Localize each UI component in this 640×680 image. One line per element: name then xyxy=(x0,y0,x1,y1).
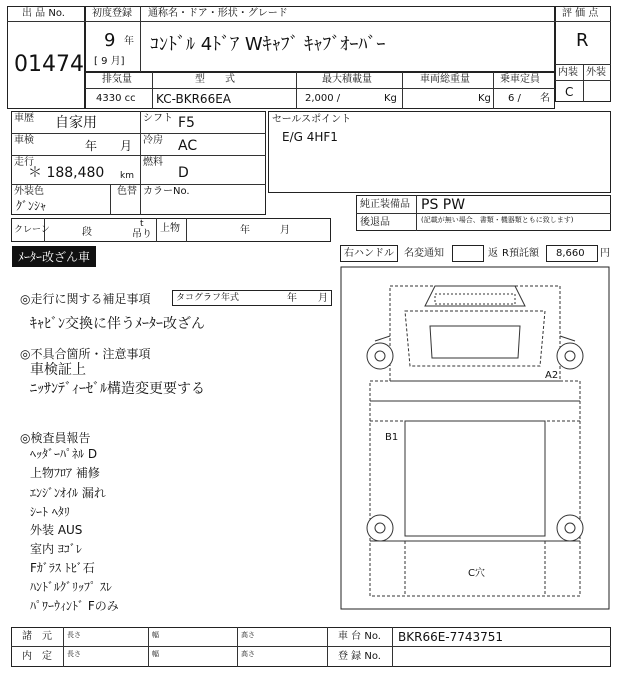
registration-label: 登 録 No. xyxy=(338,651,381,662)
chassis-number: BKR66E-7743751 xyxy=(398,630,504,644)
inspector-item: ﾍｯﾀﾞｰﾊﾟﾈﾙ D xyxy=(30,447,98,461)
footer-table xyxy=(11,627,611,667)
defect-title: ◎不具合箇所・注意事項 xyxy=(20,347,151,361)
mileage-label: 走行 xyxy=(14,157,34,168)
damage-mark-b1: B1 xyxy=(385,432,399,443)
length-label-2: 長さ xyxy=(67,650,81,658)
crane-t: t xyxy=(140,219,144,229)
std-equipment-label: 純正装備品 xyxy=(360,199,410,210)
model-code: KC-BKR66EA xyxy=(156,92,231,106)
loading-year: 年 xyxy=(240,225,250,236)
drive-title: ◎走行に関する補足事項 xyxy=(20,292,151,306)
after-note: (記載が無い場合、書類・機器類ともに致します) xyxy=(421,216,574,224)
sales-point-label: セールスポイント xyxy=(272,114,352,125)
tacho-label: タコグラフ年式 xyxy=(176,293,240,303)
fuel-value: D xyxy=(178,165,189,181)
color-change-label: 色替 xyxy=(117,186,137,197)
std-equipment-value: PS PW xyxy=(421,197,466,213)
capacity-label: 乗車定員 xyxy=(500,74,540,85)
shift-value: F5 xyxy=(178,115,195,131)
sales-point-value: E/G 4HF1 xyxy=(282,130,338,144)
shift-label: シフト xyxy=(143,113,173,124)
lot-number: 01474 xyxy=(14,52,84,77)
capacity-unit: 名 xyxy=(540,93,550,104)
truck-damage-diagram xyxy=(340,266,610,610)
inspector-item: Fｶﾞﾗｽ ﾄﾋﾞ石 xyxy=(30,561,95,575)
max-load-value: 2,000 / xyxy=(305,93,341,104)
height-label-2: 高さ xyxy=(241,650,255,658)
yen-label: 円 xyxy=(600,248,610,259)
max-load-label: 最大積載量 xyxy=(322,74,372,85)
first-reg-month: [ 9 月] xyxy=(94,56,125,67)
name-change-box xyxy=(452,245,484,262)
height-label: 高さ xyxy=(241,631,255,639)
crane-tsuri: 吊り xyxy=(132,229,152,240)
loading-month: 月 xyxy=(280,225,290,236)
score-value: R xyxy=(576,30,589,51)
width-label: 幅 xyxy=(152,631,159,639)
naitei-label: 内 定 xyxy=(22,651,52,662)
displacement-label: 排気量 xyxy=(102,74,132,85)
defect-1: 車検証上 xyxy=(30,362,86,378)
inspector-item: 室内 ﾖｺﾞﾚ xyxy=(30,542,82,556)
model-header-label: 通称名・ドア・形状・グレード xyxy=(148,8,288,19)
crane-label: クレーン xyxy=(14,225,50,235)
inspector-item: 上物ﾌﾛｱ 補修 xyxy=(30,466,100,480)
mileage-value: ＊ 188,480 xyxy=(28,165,105,181)
interior-score: C xyxy=(565,85,574,99)
ac-label: 冷房 xyxy=(143,135,163,146)
capacity-value: 6 / xyxy=(508,93,521,104)
inspector-item: ﾊﾟﾜｰｳｨﾝﾄﾞ Fのみ xyxy=(30,599,119,613)
after-label: 後退品 xyxy=(360,217,390,228)
inspector-title: ◎検査員報告 xyxy=(20,431,91,445)
max-load-unit: Kg xyxy=(384,93,397,104)
gross-weight-label: 車両総重量 xyxy=(420,74,470,85)
defect-2: ﾆｯｻﾝﾃﾞｨｰｾﾞﾙ構造変更要する xyxy=(30,381,205,397)
first-reg-label: 初度登録 xyxy=(92,8,132,19)
name-change-label: 名変通知 xyxy=(404,248,444,259)
displacement-value: 4330 cc xyxy=(96,93,136,104)
refund-label: 返 xyxy=(488,248,498,259)
gross-weight-unit: Kg xyxy=(478,93,491,104)
width-label-2: 幅 xyxy=(152,650,159,658)
recycle-value: 8,660 xyxy=(556,248,585,259)
year-unit: 年 xyxy=(124,36,134,47)
tacho-month: 月 xyxy=(318,293,328,304)
inspector-item: 外装 AUS xyxy=(30,523,83,537)
damage-mark-c: C穴 xyxy=(468,568,485,579)
color-label: 外装色 xyxy=(14,186,44,197)
inspector-item: ｼｰﾄ ﾍﾀﾘ xyxy=(30,505,70,519)
color-code-label: カラーNo. xyxy=(143,186,190,197)
inspector-item: ｴﾝｼﾞﾝｵｲﾙ 漏れ xyxy=(30,486,106,500)
score-label: 評 価 点 xyxy=(562,8,599,19)
inspector-item: ﾊﾝﾄﾞﾙｸﾞﾘｯﾌﾟ ｽﾚ xyxy=(30,580,112,594)
damage-mark-a2: A2 xyxy=(545,370,559,381)
inspection-year: 年 xyxy=(85,139,98,153)
spec-label: 諸 元 xyxy=(22,631,52,642)
history-value: 自家用 xyxy=(55,115,97,131)
interior-label: 内装 xyxy=(558,67,578,78)
history-block xyxy=(11,111,266,215)
lot-label: 出 品 No. xyxy=(22,8,65,19)
tacho-year: 年 xyxy=(287,293,297,304)
drive-note: ｷｬﾋﾞﾝ交換に伴うﾒｰﾀｰ改ざん xyxy=(30,316,205,332)
history-label: 車歴 xyxy=(14,113,34,124)
exterior-label: 外装 xyxy=(586,67,606,78)
car-name: ｺﾝﾄﾞﾙ 4ﾄﾞｱ Wｷｬﾌﾞ ｷｬﾌﾞｵｰﾊﾞｰ xyxy=(150,34,386,55)
inspection-label: 車検 xyxy=(14,135,34,146)
ac-value: AC xyxy=(178,138,198,154)
first-reg-year: 9 xyxy=(104,30,116,51)
crane-dan: 段 xyxy=(82,227,92,238)
loading-label: 上物 xyxy=(160,223,180,234)
length-label: 長さ xyxy=(67,631,81,639)
inspection-month: 月 xyxy=(120,139,133,153)
fuel-label: 燃料 xyxy=(143,157,163,168)
type-label: 型 式 xyxy=(195,74,235,85)
color-value: ｸﾞﾝｼｬ xyxy=(16,199,47,213)
recycle-label: R預託額 xyxy=(502,248,539,259)
chassis-label: 車 台 No. xyxy=(338,631,381,642)
mileage-unit: km xyxy=(120,171,134,181)
rhd-label: 右ハンドル xyxy=(344,248,394,259)
meter-tampered-tag: ﾒｰﾀｰ改ざん車 xyxy=(12,246,96,267)
